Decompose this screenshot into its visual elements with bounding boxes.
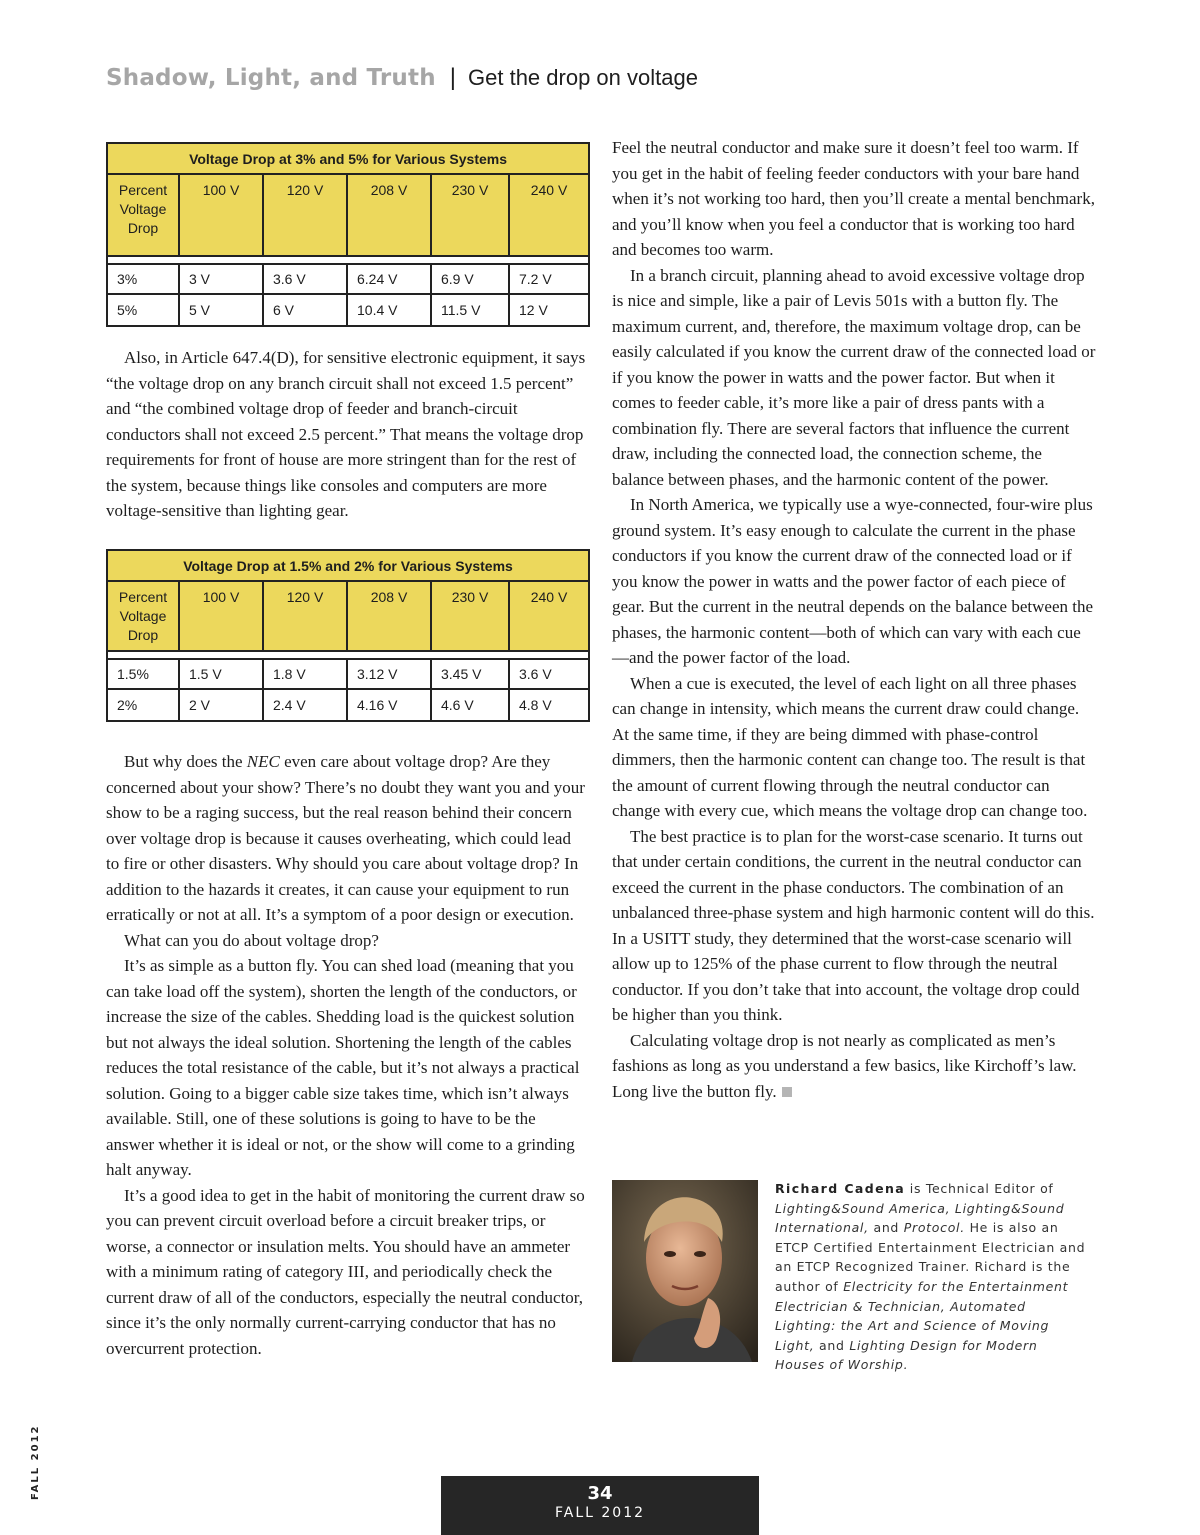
body-paragraph: Also, in Article 647.4(D), for sensitive electronic equipment, it says “the voltage drop on any branch circuit shall not exceed 1.5 percent” and “the combined voltage drop of feeder and branch-circuit conductors shall not exceed 2.5 percent.” That means the voltage drop requirements for front of house are more stringent than for the rest of the system, because things like consoles and computers are more voltage-sensitive than lighting gear. — [106, 348, 586, 520]
table-cell: 3.12 V — [347, 659, 431, 689]
table-row — [107, 659, 589, 689]
table-header-cell: 120 V — [263, 174, 347, 256]
table-header-cell: 100 V — [179, 174, 263, 256]
table-cell: 4.6 V — [431, 689, 509, 721]
table-header-cell: 240 V — [509, 581, 589, 651]
page-footer — [441, 1476, 759, 1535]
left-column-bottom — [106, 749, 588, 1361]
table-cell: 6 V — [263, 294, 347, 326]
publication-name: Protocol. — [903, 1220, 965, 1236]
table-header-cell: 230 V — [431, 581, 509, 651]
table-caption: Voltage Drop at 1.5% and 2% for Various Systems — [107, 550, 589, 581]
body-paragraph: When a cue is executed, the level of each light on all three phases can change in intensity, which means the current draw could change. At the same time, if they are being dimmed with phase-control dimmers, then the harmonic content can change too. The result is that the amount of current flowing through the neutral conductor can change with every cue, which means the voltage drop can change too. — [612, 673, 1088, 820]
body-paragraph: What can you do about voltage drop? — [124, 930, 379, 950]
table-header-label: Percent Voltage Drop — [107, 174, 179, 256]
table-header-cell: 240 V — [509, 174, 589, 256]
table-cell: 5% — [107, 294, 179, 326]
author-bio: Richard Cadena is Technical Editor of Lighting&Sound America, Lighting&Sound International, and Protocol. He is also an ETCP Certified Entertainment Electrician and an ETCP Recognized Trainer. Richard is the author of Electricity for the Entertainment Electrician & Technician, Automated Lighting: the Art and Science of Moving Light, and Lighting Design for Modern Houses of Worship. — [775, 1181, 1086, 1373]
table-cell: 4.8 V — [509, 689, 589, 721]
end-mark-icon — [782, 1087, 792, 1097]
table-cell: 3% — [107, 264, 179, 294]
body-paragraph: It’s a good idea to get in the habit of monitoring the current draw so you can prevent circuit overload before a circuit breaker trips, or worse, a connector or insulation melts. You should have an ammeter with a minimum rating of category III, and periodically check the current draw of all of the conductors, especially the neutral conductor, since it’s the only normally current-carrying conductor that has no overcurrent protection. — [106, 1185, 585, 1358]
right-column — [612, 135, 1096, 1104]
publication-names: Lighting&Sound America, Lighting&Sound International, — [775, 1200, 1065, 1236]
series-title: Shadow, Light, and Truth — [106, 65, 436, 91]
body-paragraph: In North America, we typically use a wye-connected, four-wire plus ground system. It’s easy enough to calculate the current in the phase conductors if you know the current draw of the connected load or if you know the power in watts and the power factor of each piece of gear. But the current in the neutral depends on the balance between the phases, the harmonic content—both of which can vary with each cue—and the power factor of the load. — [612, 495, 1094, 667]
issue-label: FALL 2012 — [554, 1505, 646, 1521]
table-cell: 2.4 V — [263, 689, 347, 721]
table-row — [107, 689, 589, 721]
table-cell: 6.24 V — [347, 264, 431, 294]
left-column-top — [106, 345, 586, 524]
table-row — [107, 264, 589, 294]
table-cell: 12 V — [509, 294, 589, 326]
table-cell: 1.5% — [107, 659, 179, 689]
page-header — [106, 64, 698, 92]
table-cell: 4.16 V — [347, 689, 431, 721]
voltage-drop-table-1 — [106, 142, 590, 327]
table-cell: 10.4 V — [347, 294, 431, 326]
table-cell: 1.5 V — [179, 659, 263, 689]
table-header-cell: 230 V — [431, 174, 509, 256]
table-spacer — [107, 651, 589, 659]
author-photo — [612, 1180, 758, 1362]
body-paragraph: In a branch circuit, planning ahead to avoid excessive voltage drop is nice and simple, like a pair of Levis 501s with a button fly. The maximum current, and, therefore, the maximum voltage drop, can be easily calculated if you know the current draw of the connected load or if you know the power in watts and the power factor. But when it comes to feeder cable, it’s more like a pair of dress pants with a combination fly. There are several factors that influence the current draw, including the connected load, the connection scheme, the balance between phases, and the harmonic content of the power. — [612, 265, 1096, 489]
voltage-drop-table-2 — [106, 549, 590, 722]
table-cell: 3.45 V — [431, 659, 509, 689]
nec-emphasis: NEC — [246, 752, 280, 771]
table-cell: 3 V — [179, 264, 263, 294]
body-paragraph: It’s as simple as a button fly. You can shed load (meaning that you can take load off the system), shorten the length of the conductors, or increase the size of the cables. Shedding load is the quickest solution but not always the ideal solution. Shortening the length of the cables reduces the total resistance of the cable, but it’s not always a practical solution. Going to a bigger cable size takes time, which isn’t always available. Still, one of these solutions is going to have to be the answer whether it is ideal or not, or the show will come to a grinding halt anyway. — [106, 956, 580, 1179]
table-row — [107, 294, 589, 326]
table-cell: 3.6 V — [509, 659, 589, 689]
table-header-label: Percent Voltage Drop — [107, 581, 179, 651]
table-header-cell: 100 V — [179, 581, 263, 651]
table-header-cell: 208 V — [347, 174, 431, 256]
book-titles: Electricity for the Entertainment Electrician & Technician, Automated Lighting: the Art and Science of Moving Light, — [775, 1278, 1069, 1353]
table-header-cell: 120 V — [263, 581, 347, 651]
body-paragraph: Feel the neutral conductor and make sure it doesn’t feel too warm. If you get in the habit of feeling feeder conductors with your bare hand when it’s not working too hard, then you’ll create a mental benchmark, and you’ll know when you feel a conductor that is working too hard and becomes too warm. — [612, 138, 1095, 259]
body-paragraph: But why does the NEC even care about voltage drop? Are they concerned about your show? There’s no doubt they want you and your show to be a raging success, but the real reason behind their concern over voltage drop is because it causes overheating, which could lead to fire or other disasters. Why should you care about voltage drop? In addition to the hazards it creates, it can cause your equipment to run erratically or not at all. It’s a symptom of a poor design or execution. — [106, 752, 585, 924]
body-paragraph: The best practice is to plan for the worst-case scenario. It turns out that under certain conditions, the current in the neutral conductor can exceed the current in the phase conductors. The combination of an unbalanced three-phase system and high harmonic content will do this. In a USITT study, they determined that the worst-case scenario will allow up to 125% of the phase current to flow through the neutral conductor. If you don’t take that into account, the voltage drop could be higher than you think. — [612, 826, 1095, 1024]
table-spacer — [107, 256, 589, 264]
table-cell: 2 V — [179, 689, 263, 721]
vertical-issue-label: FALL 2012 — [30, 1424, 41, 1500]
table-cell: 7.2 V — [509, 264, 589, 294]
article-title: Get the drop on voltage — [468, 65, 698, 90]
table-cell: 3.6 V — [263, 264, 347, 294]
table-cell: 5 V — [179, 294, 263, 326]
table-cell: 2% — [107, 689, 179, 721]
table-header-cell: 208 V — [347, 581, 431, 651]
table-cell: 11.5 V — [431, 294, 509, 326]
body-paragraph: Calculating voltage drop is not nearly as complicated as men’s fashions as long as you understand a few basics, like Kirchoff’s law. Long live the button fly. — [612, 1030, 1077, 1101]
author-name: Richard Cadena — [775, 1181, 906, 1196]
table-cell: 1.8 V — [263, 659, 347, 689]
page-number: 34 — [587, 1483, 613, 1504]
table-cell: 6.9 V — [431, 264, 509, 294]
table-caption: Voltage Drop at 3% and 5% for Various Systems — [107, 143, 589, 174]
book-title: Lighting Design for Modern Houses of Worship. — [775, 1337, 1038, 1373]
header-separator: | — [449, 64, 457, 91]
